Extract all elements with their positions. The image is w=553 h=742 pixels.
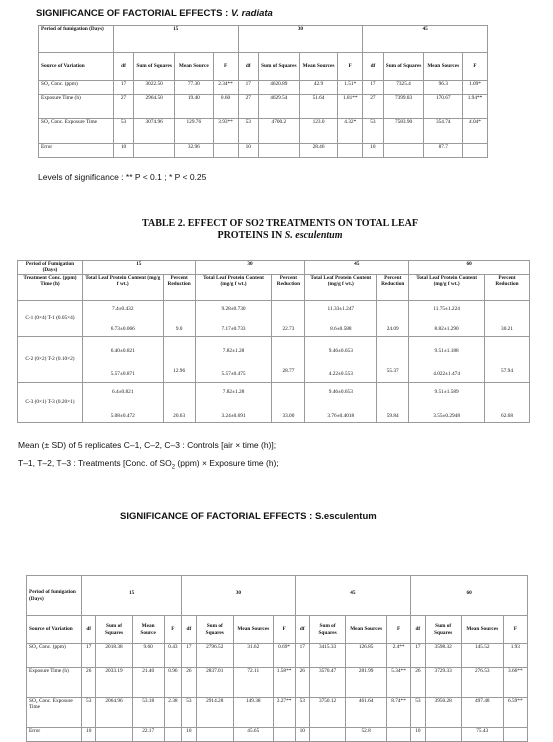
table3-cell: 17 (182, 644, 196, 668)
table3-col-header: F (273, 616, 295, 644)
table2-period-label: Period of Fumigation (Days) (18, 261, 83, 275)
table1-cell: 4629.54 (258, 95, 299, 119)
reduction-value: 62.68 (501, 413, 513, 419)
reduction-value: 9.0 (175, 326, 183, 332)
table1-cell: 7583.90 (383, 119, 424, 144)
table-row (27, 698, 528, 728)
table-row (27, 728, 528, 742)
table3-cell: 17 (411, 644, 425, 668)
table1-cell: 170.67 (424, 95, 463, 119)
table1-cell: 7325.4 (383, 81, 424, 95)
table1-title-species: V. radiata (230, 8, 273, 19)
table1-cell: 1.81** (338, 95, 363, 119)
table3-cell: 53 (82, 698, 96, 728)
table2-cell (272, 337, 305, 383)
table3-cell: Error (27, 728, 82, 742)
table3-cell: 3415.33 (309, 644, 345, 668)
table3-cell: SO₂ Conc. (ppm) (27, 644, 82, 668)
table1-cell: 17 (363, 81, 383, 95)
table1-cell: 7399.83 (383, 95, 424, 119)
table1-cell: 3022.50 (134, 81, 175, 95)
table3-cell: 6.59** (503, 698, 527, 728)
table3-cell: 10 (411, 728, 425, 742)
table2-cell (272, 301, 305, 337)
footnote-treatments (18, 458, 279, 471)
table1-col-header: Mean Sources (424, 53, 463, 81)
treatment-value: 3.24±0.691 (221, 413, 246, 420)
table3-cell: 3750.12 (309, 698, 345, 728)
control-value: 6.40±0.821 (110, 348, 135, 354)
table-row (39, 81, 488, 95)
table-row (39, 119, 488, 144)
table1-cell: Error (39, 144, 114, 158)
table2-cell (377, 337, 409, 383)
table3-cell (164, 728, 182, 742)
table2-cell (163, 301, 195, 337)
table2-cell (377, 301, 409, 337)
table1-cell (134, 144, 175, 158)
table3-cell: 0.69* (273, 644, 295, 668)
table1-cell: 28.46 (299, 144, 338, 158)
table1-title (36, 8, 273, 19)
table3-cell: 53 (295, 698, 309, 728)
table1-period-label: Period of fumigation (Days) (39, 26, 114, 53)
table2-header-row (18, 275, 530, 301)
table3-col-header: Mean Sources (233, 616, 273, 644)
table2-title-species: S. esculentum (284, 230, 343, 241)
table3-title-species: S.esculentum (314, 511, 377, 522)
table2-title-line2 (100, 230, 460, 242)
reduction-value: 22.73 (282, 326, 295, 332)
table1-cell: 4.04* (463, 119, 488, 144)
table3-cell (425, 728, 461, 742)
table1-cell: 10 (363, 144, 383, 158)
table1-cell: 87.7 (424, 144, 463, 158)
table3-period-60: 60 (411, 576, 528, 616)
table2-col-header: Total Leaf Protein Content (mg/g f wt.) (305, 275, 377, 301)
reduction-value: 55.37 (386, 368, 399, 374)
table3-cell: 0.43 (164, 644, 182, 668)
table3-col-header: F (386, 616, 410, 644)
table1-cell: 19.40 (175, 95, 214, 119)
table2-cell (485, 301, 530, 337)
table2-cell (82, 301, 163, 337)
table-row (18, 337, 530, 383)
table2-cell (163, 383, 195, 423)
table3-cell: 3.66** (503, 668, 527, 698)
table2-col-header: Percent Reduction (163, 275, 195, 301)
footnote-controls: Mean (± SD) of 5 replicates C–1, C–2, C–3 : Controls [air × time (h)]; (18, 440, 277, 450)
table3-col-header: F (164, 616, 182, 644)
table1-cell: 27 (238, 95, 258, 119)
reduction-value: 20.63 (173, 413, 186, 419)
control-value: 6.4±0.821 (112, 389, 134, 395)
table3-cell: SO₂ Conc. Exposure Time (27, 698, 82, 728)
table1-header-row (39, 53, 488, 81)
table1-cell: Exposure Time (h) (39, 95, 114, 119)
table2-cell (195, 301, 272, 337)
treatment-value: 8.6±0.588 (330, 326, 352, 333)
table2-cell (377, 383, 409, 423)
table3-period-45: 45 (295, 576, 411, 616)
table1-cell (463, 144, 488, 158)
table3-cell: 10 (295, 728, 309, 742)
table2-title-line2-text: PROTEINS IN (217, 230, 283, 241)
table1-cell: 53 (113, 119, 133, 144)
table3-cell (386, 728, 410, 742)
table3-cell: 21.40 (132, 668, 164, 698)
table2-treatment-label: C-3 (0×1) T-3 (0.20×1) (18, 383, 83, 423)
table3-cell: 22.17 (132, 728, 164, 742)
table3-cell: 2.38 (164, 698, 182, 728)
table1-cell: 27 (113, 95, 133, 119)
table3-cell (196, 728, 233, 742)
table3-cell (273, 728, 295, 742)
table1-cell (383, 144, 424, 158)
table1-cell: 129.76 (175, 119, 214, 144)
table-row (18, 383, 530, 423)
table1-cell: 4.32* (338, 119, 363, 144)
table3-col-header: Sum of Squares (309, 616, 345, 644)
table3-cell: 17 (82, 644, 96, 668)
table3-cell: 145.52 (461, 644, 503, 668)
table3-title-prefix: SIGNIFICANCE OF FACTORIAL EFFECTS : (120, 511, 313, 522)
reduction-value: 24.09 (386, 326, 399, 332)
table-row (39, 95, 488, 119)
control-value: 9.51±1.188 (434, 348, 459, 354)
table2-col-header: Percent Reduction (485, 275, 530, 301)
table3-cell: 2064.96 (96, 698, 132, 728)
table2-treatment-label: C-1 (0×4) T-1 (0.05×4) (18, 301, 83, 337)
treatment-value: 5.57±0.871 (110, 371, 135, 378)
table1-col-header: Source of Variation (39, 53, 114, 81)
table2 (17, 260, 530, 423)
table1-cell: 32.96 (175, 144, 214, 158)
table-row (18, 301, 530, 337)
table2-cell (305, 383, 377, 423)
table3-cell: 2.4** (386, 644, 410, 668)
table-row (27, 644, 528, 668)
table3-cell: 26 (182, 668, 196, 698)
treatment-value: 4.022±1.474 (433, 371, 460, 378)
table3-cell (96, 728, 132, 742)
table3-cell: 3.27** (273, 698, 295, 728)
table3-cell: 2796.52 (196, 644, 233, 668)
table1-cell: 4700.2 (258, 119, 299, 144)
table3-col-header: Mean Sources (346, 616, 387, 644)
table3-cell: 276.53 (461, 668, 503, 698)
table2-period-30: 30 (195, 261, 305, 275)
table2-cell (485, 337, 530, 383)
table3-cell: 10 (182, 728, 196, 742)
table3-cell: 2837.01 (196, 668, 233, 698)
table3-period-row (27, 576, 528, 616)
table1-period-15: 15 (113, 26, 238, 53)
table1-col-header: F (463, 53, 488, 81)
table2-title-line1: TABLE 2. EFFECT OF SO2 TREATMENTS ON TOTAL LEAF (142, 218, 418, 229)
treatment-value: 6.73±0.066 (110, 326, 135, 333)
table3-cell: 26 (82, 668, 96, 698)
control-value: 7.82±1.28 (222, 348, 245, 354)
table1-col-header: F (338, 53, 363, 81)
table3-cell: 3598.32 (425, 644, 461, 668)
table1-col-header: Sum of Squares (258, 53, 299, 81)
table1-cell: 354.74 (424, 119, 463, 144)
table1-cell: 1.51* (338, 81, 363, 95)
control-value: 11.75±1.224 (433, 306, 460, 312)
table3-cell: 2033.19 (96, 668, 132, 698)
table3-cell: 8.74** (386, 698, 410, 728)
table1-cell: 10 (238, 144, 258, 158)
table2-cell (163, 337, 195, 383)
treatment-value: 3.76±0.4018 (327, 413, 355, 420)
control-value: 7.82±1.28 (222, 389, 245, 395)
table1-cell (258, 144, 299, 158)
control-value: 9.28±0.730 (221, 306, 246, 312)
table3-cell: Exposure Time (h) (27, 668, 82, 698)
table3-col-header: df (82, 616, 96, 644)
table1-cell: 2.34** (213, 81, 238, 95)
table1-cell: 1.94** (463, 95, 488, 119)
table2-cell (272, 383, 305, 423)
table1-cell: 10 (113, 144, 133, 158)
table1-period-row (39, 26, 488, 53)
table1-cell: SO₂ Conc. Exposure Time (39, 119, 114, 144)
table3-col-header: Mean Source (132, 616, 164, 644)
table1-col-header: Mean Sources (299, 53, 338, 81)
table2-col-header: Percent Reduction (377, 275, 409, 301)
table2-cell (485, 383, 530, 423)
table3-cell: 2914.28 (196, 698, 233, 728)
table3-period-label: Period of fumigation (Days) (27, 576, 82, 616)
table3-cell: 2018.38 (96, 644, 132, 668)
table3-col-header: df (411, 616, 425, 644)
treatment-value: 5.08±0.472 (110, 413, 135, 420)
table1-cell: 53 (363, 119, 383, 144)
control-value: 9.46±0.653 (328, 389, 353, 395)
table3-cell: 0.96 (164, 668, 182, 698)
table3-cell: 1.93 (503, 644, 527, 668)
table3-cell: 126.85 (346, 644, 387, 668)
table3-cell: 45.65 (233, 728, 273, 742)
table1-cell: 3.93** (213, 119, 238, 144)
table1-cell: 77.30 (175, 81, 214, 95)
table3-cell: 53 (411, 698, 425, 728)
table1-col-header: df (238, 53, 258, 81)
table3-cell: 52.8 (346, 728, 387, 742)
table1-cell: 27 (363, 95, 383, 119)
reduction-value: 28.77 (282, 368, 295, 374)
table2-cell (409, 337, 485, 383)
table1-cell: 53 (238, 119, 258, 144)
table3-cell: 75.43 (461, 728, 503, 742)
table1-col-header: F (213, 53, 238, 81)
table2-period-60: 60 (409, 261, 530, 275)
table1-cell: 51.64 (299, 95, 338, 119)
table3-cell (309, 728, 345, 742)
table1-title-prefix: SIGNIFICANCE OF FACTORIAL EFFECTS : (36, 8, 229, 19)
treatment-value: 8.82±1.290 (434, 326, 459, 333)
table2-treatment-label: C-2 (0×2) T-2 (0.10×2) (18, 337, 83, 383)
table2-period-row (18, 261, 530, 275)
table3-cell: 26 (295, 668, 309, 698)
control-value: 7.4±0.432 (112, 306, 134, 312)
table1-cell: 1.09* (463, 81, 488, 95)
table2-cell (409, 383, 485, 423)
treatment-value: 7.17±0.733 (221, 326, 246, 333)
table1-cell: 42.9 (299, 81, 338, 95)
table1-cell: 0.60 (213, 95, 238, 119)
table1-cell: 96.3 (424, 81, 463, 95)
table3-cell: 5.34** (386, 668, 410, 698)
table3-cell: 497.48 (461, 698, 503, 728)
table3-cell: 1.58** (273, 668, 295, 698)
table2-col-header: Total Leaf Protein Content (mg/g f wt.) (195, 275, 272, 301)
table3-col-header: Mean Sources (461, 616, 503, 644)
reduction-value: 12.96 (173, 368, 186, 374)
table1-period-30: 30 (238, 26, 363, 53)
table1-col-header: df (363, 53, 383, 81)
control-value: 9.46±0.653 (328, 348, 353, 354)
table1-cell: 17 (238, 81, 258, 95)
table3-period-30: 30 (182, 576, 295, 616)
table1-col-header: df (113, 53, 133, 81)
table3-cell: 10 (82, 728, 96, 742)
table1-cell: 2964.50 (134, 95, 175, 119)
table2-cell (409, 301, 485, 337)
table3-cell: 53.18 (132, 698, 164, 728)
significance-levels: Levels of significance : ** P < 0.1 ; * P < 0.25 (38, 172, 207, 182)
table2-period-15: 15 (82, 261, 195, 275)
table1-col-header: Sum of Squares (134, 53, 175, 81)
table3-col-header: Source of Variation (27, 616, 82, 644)
table3-col-header: Sum of Squares (196, 616, 233, 644)
treatment-value: 4.22±0.553 (328, 371, 353, 378)
table3-cell: 53 (182, 698, 196, 728)
table-row (27, 668, 528, 698)
footnote-treatments-sub: 2 (171, 464, 176, 471)
table3-period-15: 15 (82, 576, 182, 616)
reduction-value: 33.00 (282, 413, 295, 419)
footnote-treatments-prefix: T–1, T–2, T–3 : Treatments [Conc. of SO (18, 458, 172, 468)
treatment-value: 3.55±0.2948 (433, 413, 460, 420)
table3-cell: 3950.28 (425, 698, 461, 728)
table3-col-header: Sum of Squares (96, 616, 132, 644)
table2-title (100, 218, 460, 242)
table2-period-45: 45 (305, 261, 409, 275)
table3-cell: 26 (411, 668, 425, 698)
table2-cell (195, 383, 272, 423)
control-value: 9.51±1.589 (434, 389, 459, 395)
table3-cell: 281.99 (346, 668, 387, 698)
table3-cell: 3729.33 (425, 668, 461, 698)
table1-col-header: Mean Source (175, 53, 214, 81)
table-row (39, 144, 488, 158)
table3-header-row (27, 616, 528, 644)
table2-cell (82, 383, 163, 423)
reduction-value: 59.84 (386, 413, 399, 419)
table3-cell: 149.38 (233, 698, 273, 728)
table2-col-header: Total Leaf Protein Content (mg/g f wt.) (82, 275, 163, 301)
control-value: 11.33±1.247 (327, 306, 355, 312)
table1-cell: SO₂ Conc. (ppm) (39, 81, 114, 95)
table3-col-header: df (182, 616, 196, 644)
table2-cell (82, 337, 163, 383)
table1-col-header: Sum of Squares (383, 53, 424, 81)
table2-col-header: Percent Reduction (272, 275, 305, 301)
table1 (38, 25, 488, 158)
table3-cell (503, 728, 527, 742)
table2-col-header: Treatment Conc. (ppm) Time (h) (18, 275, 83, 301)
table1-cell (213, 144, 238, 158)
table2-cell (305, 337, 377, 383)
table1-cell: 4620.89 (258, 81, 299, 95)
table3-cell: 31.62 (233, 644, 273, 668)
table3 (26, 575, 528, 742)
table3-cell: 9.60 (132, 644, 164, 668)
table3-cell: 461.64 (346, 698, 387, 728)
table2-cell (305, 301, 377, 337)
table2-col-header: Total Leaf Protein Content (mg/g f wt.) (409, 275, 485, 301)
table3-col-header: Sum of Squares (425, 616, 461, 644)
table1-cell (338, 144, 363, 158)
table3-title (120, 511, 377, 522)
table3-col-header: df (295, 616, 309, 644)
table3-cell: 17 (295, 644, 309, 668)
table3-cell: 72.11 (233, 668, 273, 698)
table3-col-header: F (503, 616, 527, 644)
table3-cell: 3570.47 (309, 668, 345, 698)
footnote-treatments-suffix: (ppm) × Exposure time (h); (175, 458, 279, 468)
treatment-value: 5.57±0.475 (221, 371, 246, 378)
table1-period-45: 45 (363, 26, 488, 53)
table1-cell: 123.0 (299, 119, 338, 144)
table1-cell: 3074.96 (134, 119, 175, 144)
reduction-value: 30.21 (501, 326, 513, 332)
reduction-value: 57.94 (501, 368, 513, 374)
table2-cell (195, 337, 272, 383)
table1-cell: 17 (113, 81, 133, 95)
